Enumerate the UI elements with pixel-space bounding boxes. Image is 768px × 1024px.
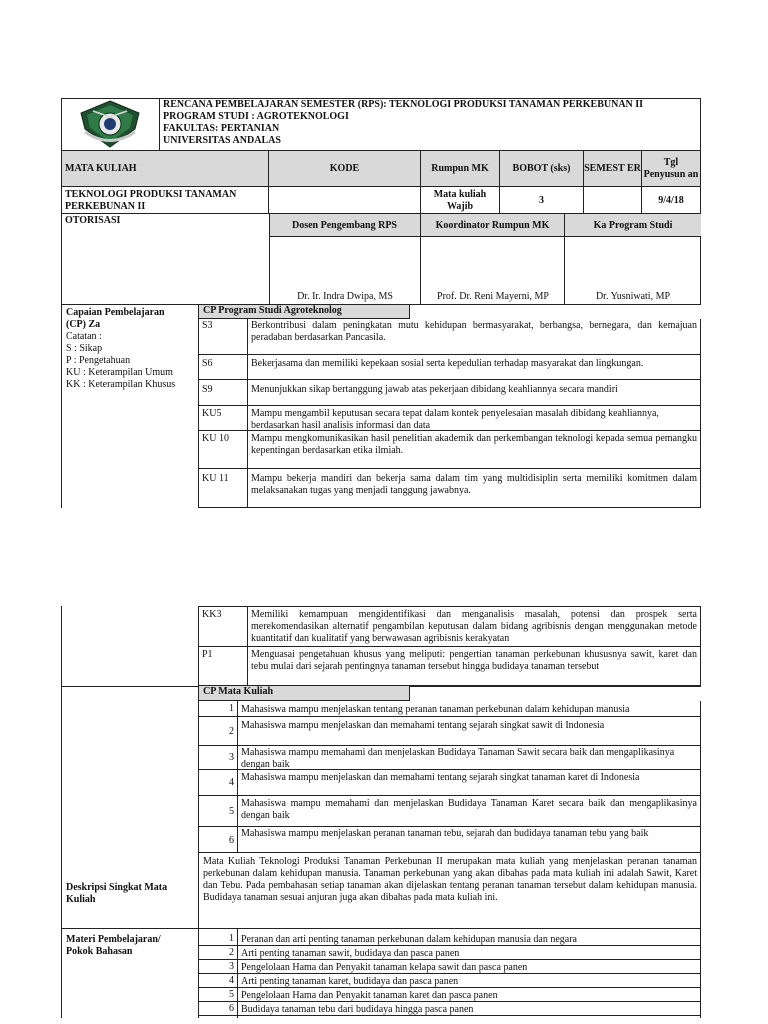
page2-left-border bbox=[61, 606, 62, 1018]
role-koordinator: Koordinator Rumpun MK bbox=[421, 214, 565, 237]
cp-text-p1: Menguasai pengetahuan khusus yang meliputi: pengertian tanaman perkebunan khususnya sawit, karet dan tebu mulai dari sejarah pentingnya tanaman tersebut hingga budidaya tanaman tersebut bbox=[251, 649, 697, 672]
materi-no-6: 6 bbox=[229, 1003, 234, 1014]
header-rumpun: Rumpun MK bbox=[421, 151, 500, 187]
role-kaprodi: Ka Program Studi bbox=[593, 219, 673, 231]
materi-no-1: 1 bbox=[229, 933, 234, 944]
value-mata-kuliah: TEKNOLOGI PRODUKSI TANAMAN PERKEBUNAN II bbox=[61, 187, 269, 214]
cp-code-ku5: KU5 bbox=[202, 408, 222, 419]
cp-text-ku11: Mampu bekerja mandiri dan bekerja sama dalam tim yang multidisiplin serta memiliki komitmen dalam melaksanakan tugas yang menjadi tanggung jawabnya. bbox=[251, 473, 697, 496]
capaian-label-line-3: Catatan : bbox=[66, 331, 102, 342]
materi-text-5: Pengelolaan Hama dan Penyakit tanaman karet dan pasca panen bbox=[241, 990, 498, 1001]
cp-mk-no-2: 2 bbox=[229, 726, 234, 737]
cp-mk-text-3: Mahasiswa mampu memahami dan menjelaskan Budidaya Tanaman Sawit secara baik dan mengaplikasinya dengan baik bbox=[241, 747, 675, 770]
cp-mk-text-6: Mahasiswa mampu menjelaskan peranan tanaman tebu, sejarah dan budidaya tanaman tebu yang baik bbox=[241, 828, 649, 839]
cp-text-s3: Berkontribusi dalam peningkatan mutu kehidupan bermasyarakat, berbangsa, bernegara, dan kemajuan peradaban berdasarkan Pancasila. bbox=[251, 320, 697, 343]
materi-no-3: 3 bbox=[229, 961, 234, 972]
capaian-label-line-7: KK : Keterampilan Khusus bbox=[66, 379, 176, 390]
cp-text-ku10: Mampu mengkomunikasikan hasil penelitian akademik dan perkembangan teknologi kepada semua pemangku kepentingan berdasarkan etika ilmiah. bbox=[251, 433, 697, 456]
materi-label-line-1: Materi Pembelajaran/ bbox=[66, 934, 161, 945]
capaian-label-line-5: P : Pengetahuan bbox=[66, 355, 131, 366]
cp-prodi-title: CP Program Studi Agroteknolog bbox=[198, 305, 410, 319]
cp-text-s6: Bekerjasama dan memiliki kepekaan sosial serta kepedulian terhadap masyarakat dan lingkungan. bbox=[251, 358, 644, 369]
name-dosen: Dr. Ir. Indra Dwipa, MS bbox=[297, 291, 393, 302]
cp-mk-no-4: 4 bbox=[229, 777, 234, 788]
header-text bbox=[163, 99, 701, 147]
cp-mk-no-3: 3 bbox=[229, 752, 234, 763]
cp-code-p1: P1 bbox=[202, 649, 213, 660]
cp-mk-text-4: Mahasiswa mampu menjelaskan dan memahami tentang sejarah singkat tanaman karet di Indonesia bbox=[241, 772, 640, 783]
cp-mk-no-6: 6 bbox=[229, 835, 234, 846]
capaian-label bbox=[66, 307, 200, 391]
name-kaprodi: Dr. Yusniwati, MP bbox=[595, 291, 671, 302]
materi-no-2: 2 bbox=[229, 947, 234, 958]
header-kode: KODE bbox=[269, 151, 421, 187]
materi-no-5: 5 bbox=[229, 989, 234, 1000]
header-line-rps: RENCANA PEMBELAJARAN SEMESTER (RPS): TEKNOLOGI PRODUKSI TANAMAN PERKEBUNAN II bbox=[163, 99, 644, 110]
header-line-fakultas: FAKULTAS: PERTANIAN bbox=[163, 123, 280, 134]
cp-text-s9: Menunjukkan sikap bertanggung jawab atas pekerjaan dibidang keahliannya secara mandiri bbox=[251, 384, 618, 395]
cp-text-kk3: Memiliki kemampuan mengidentifikasi dan menganalisis masalah, potensi dan prospek serta merekomendasikan alternatif pengambilan keputusan dalam bidang agribisnis dengan menggunakan metode kuantitatif dan kualitatif yang berwawasan agribisnis kerakyatan bbox=[251, 609, 697, 644]
value-bobot: 3 bbox=[500, 187, 584, 214]
capaian-label-line-6: KU : Keterampilan Umum bbox=[66, 367, 173, 378]
cp-code-ku10: KU 10 bbox=[202, 433, 229, 444]
deskripsi-text: Mata Kuliah Teknologi Produksi Tanaman Perkebunan II merupakan mata kuliah yang menjelaskan peranan tanaman perkebunan dalam kehidupan manusia. Tanaman perkebunan yang akan dibahas pada mata kuliah ini adalah Sawit, Karet dan Tebu. Pada pembahasan setiap tanaman akan dijelaskan tentang peranan tanaman tersebut dalam kehidupan manusia. Budidaya tanaman sesuai anjuran juga akan dibahas pada mata kuliah ini. bbox=[203, 856, 697, 903]
value-semester bbox=[584, 187, 642, 214]
header-semester: SEMEST ER bbox=[584, 151, 642, 187]
university-logo-icon bbox=[75, 99, 145, 149]
cp-mk-title: CP Mata Kuliah bbox=[198, 686, 410, 701]
deskripsi-label-line-2: Kuliah bbox=[66, 894, 96, 905]
header-mata-kuliah: MATA KULIAH bbox=[61, 151, 269, 187]
cp-mk-text-5: Mahasiswa mampu memahami dan menjelaskan Budidaya Tanaman Karet secara baik dan mengaplikasinya dengan baik bbox=[241, 798, 697, 821]
cp-mk-no-1: 1 bbox=[229, 703, 234, 714]
materi-no-4: 4 bbox=[229, 975, 234, 986]
header-line-universitas: UNIVERSITAS ANDALAS bbox=[163, 135, 281, 146]
cp-code-kk3: KK3 bbox=[202, 609, 222, 620]
header-line-prodi: PROGRAM STUDI : AGROTEKNOLOGI bbox=[163, 111, 349, 122]
materi-text-3: Pengelolaan Hama dan Penyakit tanaman kelapa sawit dan pasca panen bbox=[241, 962, 528, 973]
value-rumpun: Mata kuliah Wajib bbox=[421, 187, 500, 214]
materi-text-1: Peranan dan arti penting tanaman perkebunan dalam kehidupan manusia dan negara bbox=[241, 934, 577, 945]
cp-mk-no-5: 5 bbox=[229, 806, 234, 817]
cp-mk-text-1: Mahasiswa mampu menjelaskan tentang peranan tanaman perkebunan dalam kehidupan manusia bbox=[241, 704, 630, 715]
capaian-label-line-2: (CP) Za bbox=[66, 319, 101, 330]
deskripsi-label-line-1: Deskripsi Singkat Mata bbox=[66, 882, 168, 893]
cp-code-s3: S3 bbox=[202, 320, 213, 331]
capaian-label-line-4: S : Sikap bbox=[66, 343, 103, 354]
cp-code-s9: S9 bbox=[202, 384, 213, 395]
materi-text-6: Budidaya tanaman tebu dari budidaya hingga pasca panen bbox=[241, 1004, 474, 1015]
role-dosen: Dosen Pengembang RPS bbox=[269, 214, 421, 237]
value-tgl: 9/4/18 bbox=[658, 194, 684, 206]
materi-label-line-2: Pokok Bahasan bbox=[66, 946, 133, 957]
logo-cell bbox=[61, 98, 160, 151]
cp-mk-text-2: Mahasiswa mampu menjelaskan dan memahami tentang sejarah singkat sawit di Indonesia bbox=[241, 720, 605, 731]
header-tgl: Tgl Penyusun an bbox=[643, 157, 699, 180]
capaian-label-line-1: Capaian Pembelajaran bbox=[66, 307, 165, 318]
value-kode bbox=[269, 187, 421, 214]
capaian-left-border bbox=[61, 305, 62, 508]
materi-label bbox=[66, 934, 196, 958]
otorisasi-label: OTORISASI bbox=[65, 215, 121, 226]
deskripsi-label bbox=[66, 882, 196, 906]
materi-text-4: Arti penting tanaman karet, budidaya dan pasca panen bbox=[241, 976, 459, 987]
header-bobot: BOBOT (sks) bbox=[500, 151, 584, 187]
cp-code-ku11: KU 11 bbox=[202, 473, 229, 484]
cp-code-s6: S6 bbox=[202, 358, 213, 369]
cp-text-ku5: Mampu mengambil keputusan secara tepat dalam kontek penyelesaian masalah dibidang keahliannya, berdasarkan hasil analisis informasi dan data bbox=[251, 408, 659, 431]
name-koordinator: Prof. Dr. Reni Mayerni, MP bbox=[437, 291, 549, 302]
materi-text-2: Arti penting tanaman sawit, budidaya dan pasca panen bbox=[241, 948, 460, 959]
